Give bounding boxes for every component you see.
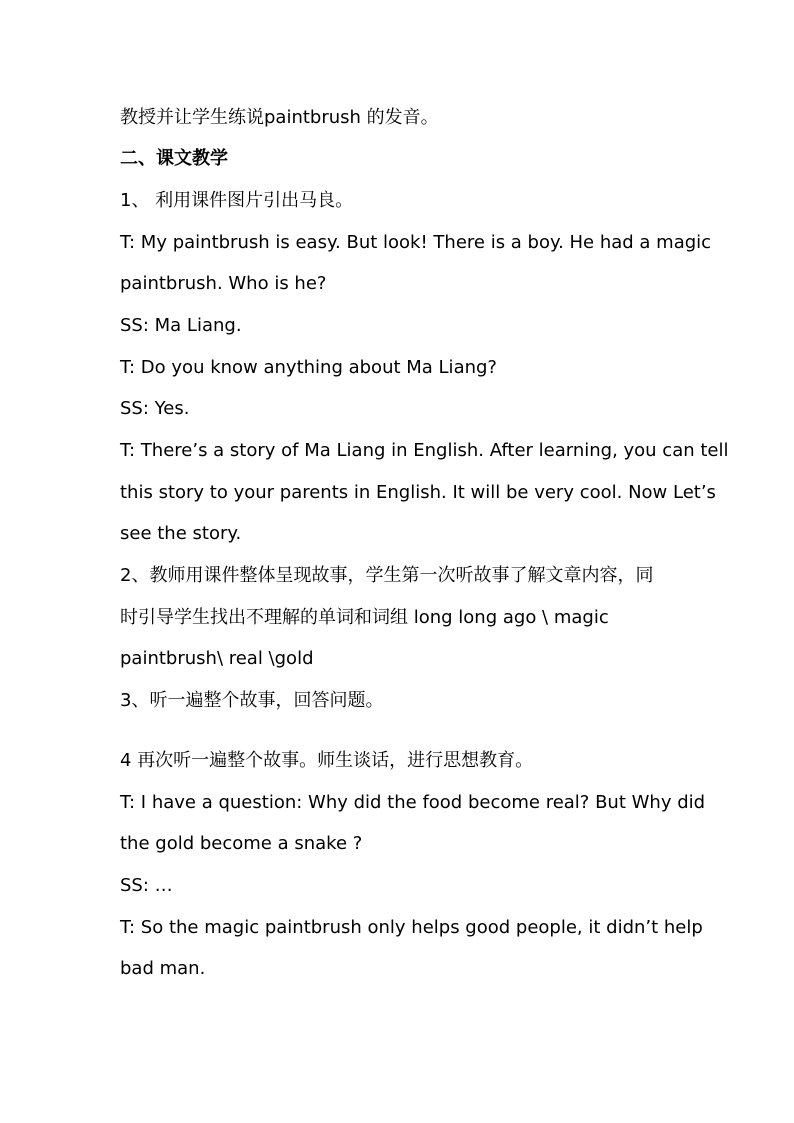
text-line-11: see the story. <box>120 523 242 544</box>
text-line-15: 3、听一遍整个故事，回答问题。 <box>120 690 384 711</box>
text-line-21: bad man. <box>120 958 206 979</box>
text-line-9: T: There’s a story of Ma Liang in English. After learning, you can tell <box>120 440 729 461</box>
text-line-16: 4 再次听一遍整个故事。师生谈话，进行思想教育。 <box>120 750 534 771</box>
text-line-4: T: My paintbrush is easy. But look! There is a boy. He had a magic <box>120 232 712 253</box>
text-line-13: 时引导学生找出不理解的单词和词组 long long ago \ magic <box>120 607 609 628</box>
text-line-20: T: So the magic paintbrush only helps good people, it didn’t help <box>120 917 703 938</box>
text-line-14: paintbrush\ real \gold <box>120 648 314 669</box>
text-line-1: 教授并让学生练说paintbrush 的发音。 <box>120 107 439 128</box>
text-line-6: SS: Ma Liang. <box>120 315 242 336</box>
text-line-5: paintbrush. Who is he? <box>120 273 327 294</box>
text-line-8: SS: Yes. <box>120 398 190 419</box>
text-line-10: this story to your parents in English. It will be very cool. Now Let’s <box>120 482 716 503</box>
text-line-12: 2、教师用课件整体呈现故事，学生第一次听故事了解文章内容，同 <box>120 565 654 586</box>
text-line-3: 1、 利用课件图片引出马良。 <box>120 190 354 211</box>
text-line-18: the gold become a snake ? <box>120 833 363 854</box>
section-heading: 二、课文教学 <box>120 148 228 169</box>
text-line-17: T: I have a question: Why did the food become real? But Why did <box>120 792 706 813</box>
text-line-19: SS: … <box>120 875 173 896</box>
text-line-7: T: Do you know anything about Ma Liang? <box>120 357 497 378</box>
